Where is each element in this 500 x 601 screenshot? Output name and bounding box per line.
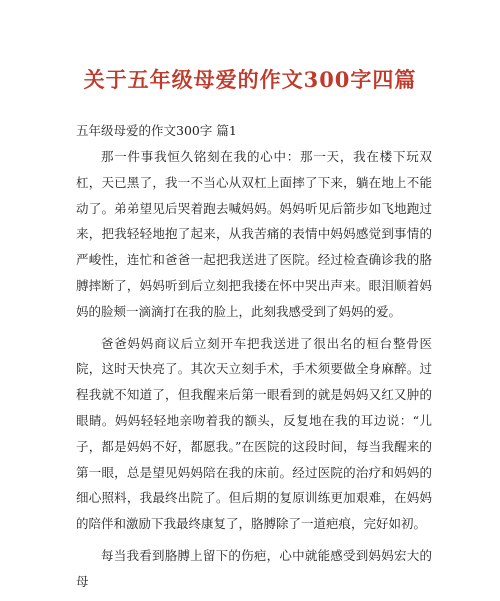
document-title: 关于五年级母爱的作文300字四篇 xyxy=(83,67,417,92)
paragraph-2: 爸爸妈妈商议后立刻开车把我送进了很出名的桓台整骨医院，这时天快亮了。其次天立刻手术，手术须要做全身麻醉。过程我就不知道了，但我醒来后第一眼看到的就是妈妈又红又肿的眼睛。妈妈轻轻地亲吻着我的额头，反复地在我的耳边说：“儿子，都是妈妈不好，都愿我。”在医院的这段时间，每当我醒来的第一眼，总是望见妈妈陪在我的床前。经过医院的治疗和妈妈的细心照料，我最终出院了。但后期的复原训练更加艰难，在妈妈的陪伴和激励下我最终康复了，胳膊除了一道疤痕，完好如初。 xyxy=(76,335,432,532)
section-heading: 五年级母爱的作文300字 篇1 xyxy=(76,123,237,138)
essay-body xyxy=(76,144,432,601)
paragraph-3: 每当我看到胳膊上留下的伤疤，心中就能感受到妈妈宏大的母 xyxy=(76,547,432,589)
paragraph-1: 那一件事我恒久铭刻在我的心中：那一天，我在楼下玩双杠，天已黑了，我一不当心从双杠上面摔了下来，躺在地上不能动了。弟弟望见后哭着跑去喊妈妈。妈妈听见后箭步如飞地跑过来，把我轻轻地抱了起来，从我苦痛的表情中妈妈感觉到事情的严峻性，连忙和爸爸一起把我送进了医院。经过检查确诊我的胳膊摔断了，妈妈听到后立刻把我搂在怀中哭出声来。眼泪顺着妈妈的脸颊一滴滴打在我的脸上，此刻我感受到了妈妈的爱。 xyxy=(76,149,432,319)
